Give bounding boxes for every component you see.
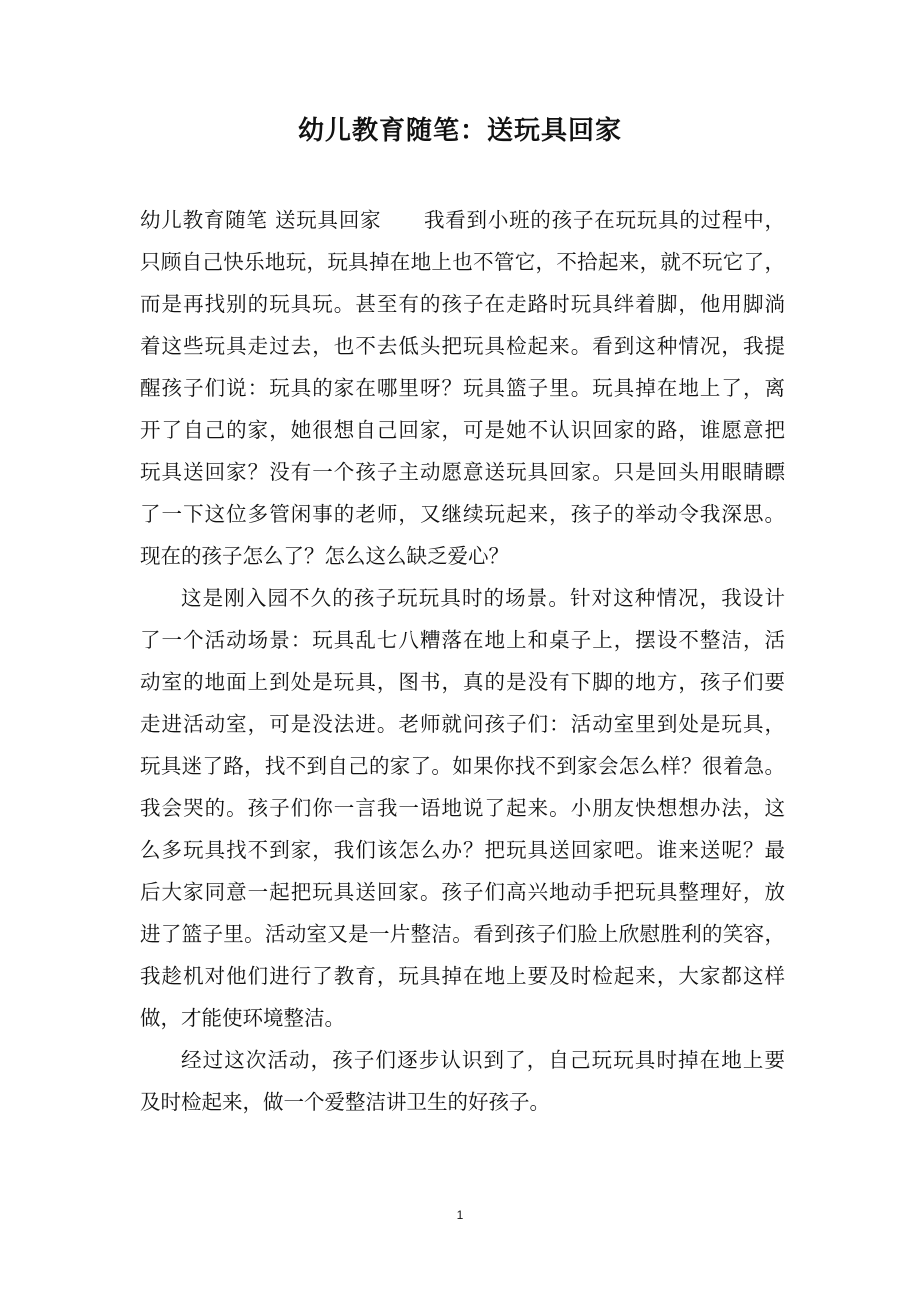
- text-line: 开了自己的家，她很想自己回家，可是她不认识回家的路，谁愿意把: [140, 418, 785, 442]
- text-line: 做，才能使环境整洁。: [140, 1006, 345, 1030]
- text-line: 动室的地面上到处是玩具，图书，真的是没有下脚的地方，孩子们要: [140, 670, 785, 694]
- text-line: 了一下这位多管闲事的老师，又继续玩起来，孩子的举动令我深思。: [140, 502, 785, 526]
- paragraph-3: [140, 1039, 785, 1123]
- text-line: 现在的孩子怎么了？怎么这么缺乏爱心？: [140, 544, 509, 568]
- text-line: 着这些玩具走过去，也不去低头把玩具检起来。看到这种情况，我提: [140, 334, 785, 358]
- text-line: 这是刚入园不久的孩子玩玩具时的场景。针对这种情况，我设计: [181, 586, 785, 610]
- paragraph-2: [140, 577, 785, 1039]
- text-line: 我趁机对他们进行了教育，玩具掉在地上要及时检起来，大家都这样: [140, 964, 785, 988]
- text-line: 经过这次活动，孩子们逐步认识到了，自己玩玩具时掉在地上要: [181, 1048, 785, 1072]
- text-line: 么多玩具找不到家，我们该怎么办？把玩具送回家吧。谁来送呢？最: [140, 838, 785, 862]
- text-line: 走进活动室，可是没法进。老师就问孩子们：活动室里到处是玩具，: [140, 712, 785, 736]
- text-line: 我会哭的。孩子们你一言我一语地说了起来。小朋友快想想办法，这: [140, 796, 785, 820]
- text-line: 玩具送回家？没有一个孩子主动愿意送玩具回家。只是回头用眼睛瞟: [140, 460, 785, 484]
- text-line: 玩具迷了路，找不到自己的家了。如果你找不到家会怎么样？很着急。: [140, 754, 785, 778]
- document-title: 幼儿教育随笔：送玩具回家: [297, 116, 622, 146]
- text-line: 幼儿教育随笔 送玩具回家 我看到小班的孩子在玩玩具的过程中，: [140, 208, 785, 232]
- text-line: 只顾自己快乐地玩，玩具掉在地上也不管它，不拾起来，就不玩它了，: [140, 250, 785, 274]
- text-line: 了一个活动场景：玩具乱七八糟落在地上和桌子上，摆设不整洁，活: [140, 628, 785, 652]
- text-line: 及时检起来，做一个爱整洁讲卫生的好孩子。: [140, 1090, 550, 1114]
- text-line: 后大家同意一起把玩具送回家。孩子们高兴地动手把玩具整理好，放: [140, 880, 785, 904]
- text-line: 而是再找别的玩具玩。甚至有的孩子在走路时玩具绊着脚，他用脚淌: [140, 292, 785, 316]
- page-number: 1: [456, 1208, 464, 1222]
- text-line: 进了篮子里。活动室又是一片整洁。看到孩子们脸上欣慰胜利的笑容，: [140, 922, 785, 946]
- paragraph-1: [140, 199, 785, 577]
- text-line: 醒孩子们说：玩具的家在哪里呀？玩具篮子里。玩具掉在地上了，离: [140, 376, 785, 400]
